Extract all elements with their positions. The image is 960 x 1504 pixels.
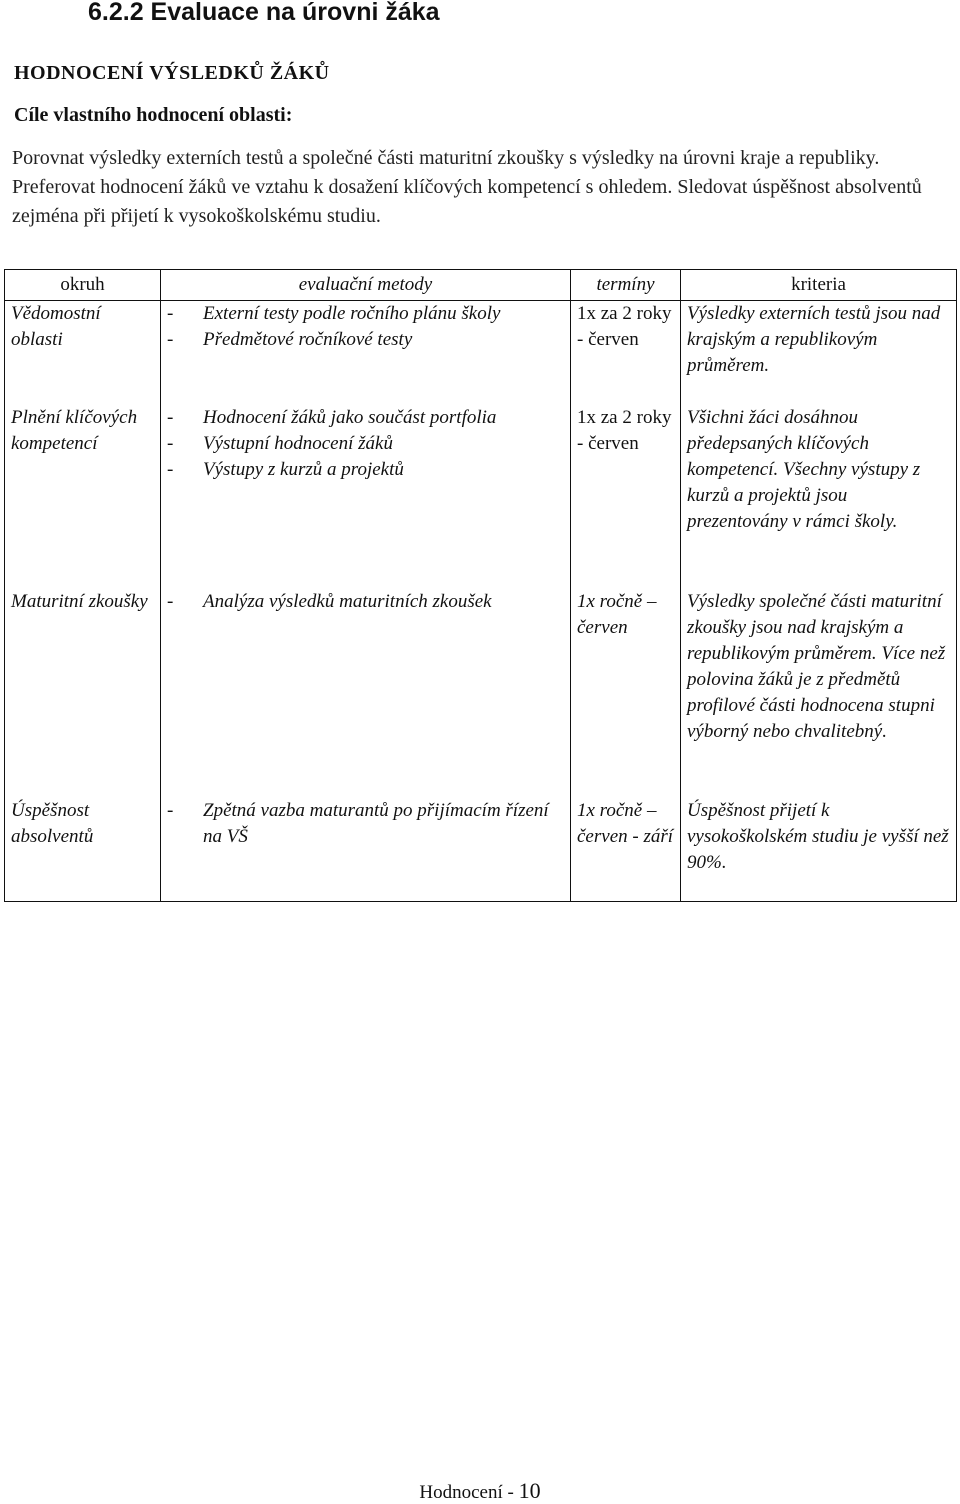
method-item: - Předmětové ročníkové testy — [167, 327, 564, 353]
method-item: - Hodnocení žáků jako součást portfolia — [167, 405, 564, 431]
header-terms: termíny — [571, 270, 681, 301]
row-area — [5, 405, 161, 589]
row-term: 1x za 2 roky - červen — [571, 405, 681, 589]
table-row — [5, 798, 957, 902]
method-text: Výstupy z kurzů a projektů — [203, 458, 404, 480]
row-area-text: Vědomostní oblasti — [11, 303, 101, 350]
results-heading: HODNOCENÍ VÝSLEDKŮ ŽÁKŮ — [14, 62, 330, 84]
row-criteria: Úspěšnost přijetí k vysokoškolském studiu je vyšší než 90%. — [681, 798, 957, 902]
method-item: - Externí testy podle ročního plánu školy — [167, 301, 564, 327]
row-area — [5, 301, 161, 405]
page-footer — [0, 1478, 960, 1504]
row-area-text: Plnění klíčových kompetencí — [11, 406, 138, 454]
method-text: Analýza výsledků maturitních zkoušek — [203, 590, 492, 612]
header-criteria: kriteria — [681, 270, 957, 301]
goals-paragraph: Porovnat výsledky externích testů a společné části maturitní zkoušky s výsledky na úrovni kraje a republiky. Preferovat hodnocení žáků ve vztahu k dosažení klíčových kompetencí s ohledem. Sledovat úspěšnost absolventů zejména při přijetí k vysokoškolskému studiu. — [12, 147, 922, 227]
method-item: - Zpětná vazba maturantů po přijímacím řízení na VŠ — [167, 798, 564, 850]
row-term: 1x ročně – červen — [571, 589, 681, 798]
method-text: Externí testy podle ročního plánu školy — [203, 303, 501, 324]
row-area — [5, 589, 161, 798]
header-methods: evaluační metody — [161, 270, 571, 301]
row-methods — [161, 798, 571, 902]
row-area-text: Úspěšnost absolventů — [11, 799, 94, 847]
goals-heading: Cíle vlastního hodnocení oblasti: — [14, 104, 293, 126]
evaluation-table — [4, 269, 957, 902]
row-term: 1x ročně – červen - září — [571, 798, 681, 902]
row-area — [5, 798, 161, 902]
table-header-row — [5, 270, 957, 301]
method-item: - Analýza výsledků maturitních zkoušek — [167, 589, 564, 615]
table-row — [5, 589, 957, 798]
table-row — [5, 405, 957, 589]
section-title: 6.2.2 Evaluace na úrovni žáka — [88, 0, 440, 26]
row-methods — [161, 589, 571, 798]
method-item: - Výstupy z kurzů a projektů — [167, 457, 564, 483]
row-area-text: Maturitní zkoušky — [11, 590, 148, 612]
page-number: 10 — [518, 1478, 541, 1503]
row-term: 1x za 2 roky - červen — [571, 301, 681, 405]
row-criteria: Všichni žáci dosáhnou předepsaných klíčových kompetencí. Všechny výstupy z kurzů a projektů jsou prezentovány v rámci školy. — [681, 405, 957, 589]
footer-label: Hodnocení - — [419, 1482, 514, 1503]
method-text: Hodnocení žáků jako součást portfolia — [203, 406, 497, 428]
row-criteria: Výsledky externích testů jsou nad krajským a republikovým průměrem. — [681, 301, 957, 405]
row-methods — [161, 405, 571, 589]
row-criteria: Výsledky společné části maturitní zkoušky jsou nad krajským a republikovým průměrem. Více než polovina žáků je z předmětů profilové části hodnocena stupni výborný nebo chvalitebný. — [681, 589, 957, 798]
method-text: Zpětná vazba maturantů po přijímacím řízení na VŠ — [203, 799, 549, 847]
row-methods — [161, 301, 571, 405]
method-text: Předmětové ročníkové testy — [203, 329, 413, 350]
table-row — [5, 301, 957, 405]
method-item: - Výstupní hodnocení žáků — [167, 431, 564, 457]
method-text: Výstupní hodnocení žáků — [203, 432, 393, 454]
header-area: okruh — [5, 270, 161, 301]
